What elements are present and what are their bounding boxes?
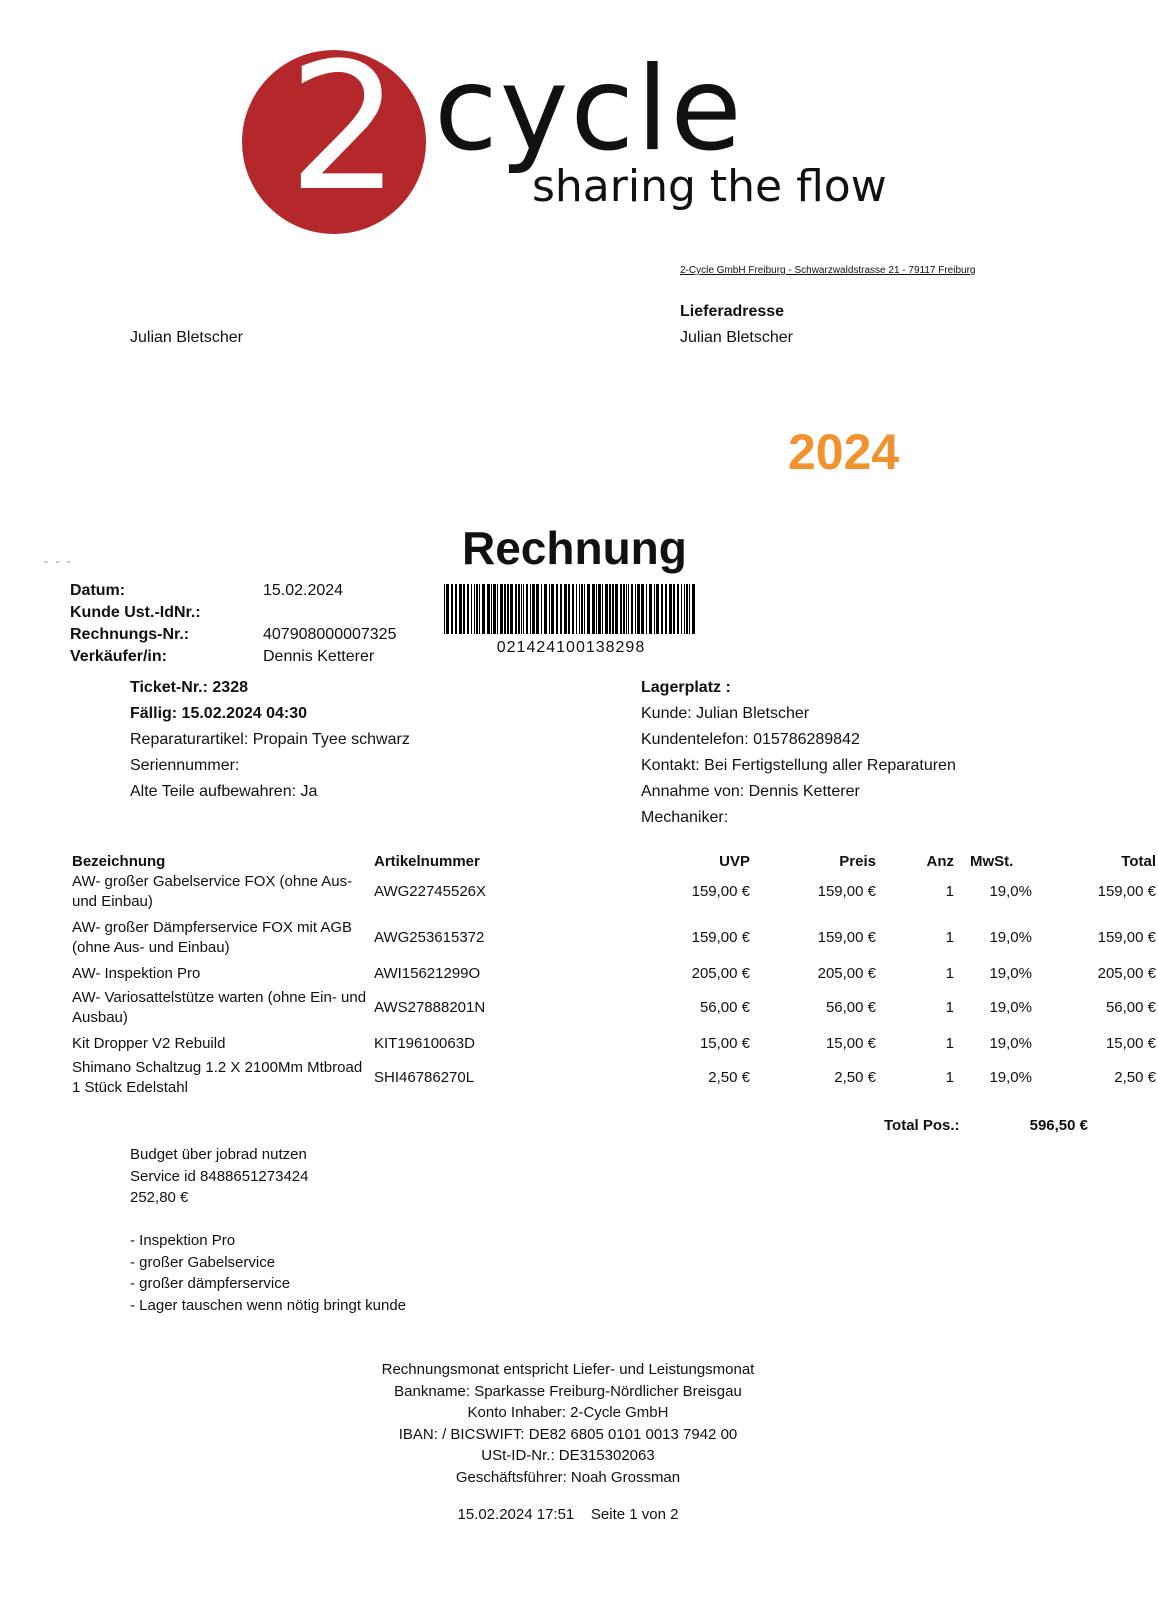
document-title: Rechnung <box>462 522 687 574</box>
item-description: AW- Variosattelstütze warten (ohne Ein- und Ausbau) <box>72 989 367 1026</box>
item-qty: 1 <box>945 999 954 1016</box>
col-header-uvp: UVP <box>719 853 750 870</box>
barcode-bar <box>515 584 517 634</box>
barcode-bar <box>605 584 608 634</box>
page-footer-timestamp: 15.02.2024 17:51 Seite 1 von 2 <box>457 1506 679 1523</box>
item-price: 205,00 € <box>817 965 876 982</box>
item-article: AWS27888201N <box>374 999 486 1016</box>
item-vat: 19,0% <box>989 1069 1032 1086</box>
item-article: AWI15621299O <box>374 965 481 982</box>
barcode-bar <box>459 584 462 634</box>
barcode-bar <box>568 584 570 634</box>
barcode-bar <box>669 584 672 634</box>
barcode-bar <box>491 584 492 634</box>
barcode-number: 021424100138298 <box>496 639 646 656</box>
item-qty: 1 <box>945 965 954 982</box>
item-vat: 19,0% <box>989 1035 1032 1052</box>
barcode-bar <box>581 584 583 634</box>
fold-mark: - - - <box>44 554 73 568</box>
storage-title: Lagerplatz : <box>641 679 731 696</box>
barcode-bar <box>536 584 539 634</box>
note-line: - großer dämpferservice <box>130 1275 291 1292</box>
contact-preference: Kontakt: Bei Fertigstellung aller Reparaturen <box>641 757 956 774</box>
item-price: 159,00 € <box>817 929 876 946</box>
barcode-bar <box>572 584 574 634</box>
footer <box>268 1359 868 1526</box>
year-stamp: 2024 <box>788 424 900 480</box>
barcode-bar <box>476 584 478 634</box>
barcode-bar <box>661 584 663 634</box>
barcode-bar <box>649 584 652 634</box>
item-uvp: 159,00 € <box>691 929 750 946</box>
footer-line <box>268 1488 868 1504</box>
footer-line: IBAN: / BICSWIFT: DE82 6805 0101 0013 7942 00 <box>398 1425 738 1443</box>
table-row <box>72 962 1158 986</box>
item-qty: 1 <box>945 883 954 900</box>
barcode-bar <box>615 584 618 634</box>
item-uvp: 15,00 € <box>699 1035 750 1052</box>
total-label: Total Pos.: <box>884 1117 960 1134</box>
barcode-bar <box>521 584 522 634</box>
footer-line: Geschäftsführer: Noah Grossman <box>455 1468 681 1486</box>
barcode-bar <box>689 584 690 634</box>
barcode-bar <box>471 584 472 634</box>
logo-tagline: sharing the flow <box>532 161 887 212</box>
barcode-bar <box>560 584 562 634</box>
item-vat: 19,0% <box>989 883 1032 900</box>
recipient-name: Julian Bletscher <box>130 329 243 346</box>
total-value: 596,50 € <box>1029 1117 1088 1134</box>
repair-item: Reparaturartikel: Propain Tyee schwarz <box>130 731 410 748</box>
meta-label: Kunde Ust.-IdNr.: <box>70 604 201 621</box>
item-total: 159,00 € <box>1097 883 1156 900</box>
barcode-bar <box>518 584 520 634</box>
barcode-bar <box>596 584 597 634</box>
meta-row-vat-id <box>70 602 430 624</box>
item-vat: 19,0% <box>989 999 1032 1016</box>
barcode-bar <box>684 584 685 634</box>
barcode-bar <box>507 584 509 634</box>
barcode-bar <box>598 584 601 634</box>
barcode-bar <box>474 584 475 634</box>
notes-block <box>130 1144 406 1316</box>
keep-old-parts: Alte Teile aufbewahren: Ja <box>130 783 318 800</box>
barcode-bar <box>523 584 524 634</box>
footer-line: USt-ID-Nr.: DE315302063 <box>481 1447 655 1464</box>
item-price: 159,00 € <box>817 883 876 900</box>
barcode-bar <box>500 584 503 634</box>
meta-row-date <box>70 580 430 602</box>
barcode-bar <box>626 584 627 634</box>
ticket-number: Ticket-Nr.: 2328 <box>130 679 248 696</box>
barcode-bar <box>654 584 655 634</box>
due-date: Fällig: 15.02.2024 04:30 <box>130 705 307 722</box>
item-qty: 1 <box>945 1069 954 1086</box>
item-description: Shimano Schaltzug 1.2 X 2100Mm Mtbroad 1 Stück Edelstahl <box>72 1059 363 1096</box>
item-qty: 1 <box>945 1035 954 1052</box>
barcode-bar <box>677 584 679 634</box>
item-article: KIT19610063D <box>374 1035 475 1052</box>
item-vat: 19,0% <box>989 929 1032 946</box>
barcode-bar <box>463 584 465 634</box>
barcode-bar <box>576 584 577 634</box>
item-price: 15,00 € <box>825 1035 876 1052</box>
barcode <box>444 584 698 634</box>
item-description: AW- großer Dämpferservice FOX mit AGB (ohne Aus- und Einbau) <box>72 919 353 956</box>
delivery-address-name: Julian Bletscher <box>680 329 793 346</box>
item-price: 56,00 € <box>825 999 876 1016</box>
barcode-bar <box>641 584 644 634</box>
barcode-bar <box>612 584 614 634</box>
item-article: SHI46786270L <box>374 1069 475 1086</box>
item-total: 159,00 € <box>1097 929 1156 946</box>
barcode-bar <box>487 584 490 634</box>
storage-customer: Kunde: Julian Bletscher <box>641 705 810 722</box>
item-uvp: 2,50 € <box>708 1069 750 1086</box>
footer-line: Rechnungsmonat entspricht Liefer- und Leistungsmonat <box>381 1361 755 1378</box>
item-article: AWG253615372 <box>374 929 485 946</box>
barcode-bar <box>656 584 659 634</box>
company-logo <box>242 25 932 236</box>
barcode-bar <box>526 584 528 634</box>
barcode-bar <box>686 584 688 634</box>
barcode-bar <box>564 584 567 634</box>
meta-label: Rechnungs-Nr.: <box>70 626 190 643</box>
item-description: AW- Inspektion Pro <box>72 965 201 982</box>
barcode-bar <box>592 584 595 634</box>
barcode-bar <box>556 584 558 634</box>
sender-address-line: 2-Cycle GmbH Freiburg - Schwarzwaldstrasse 21 - 79117 Freiburg <box>680 265 976 276</box>
barcode-bar <box>609 584 611 634</box>
footer-line: Bankname: Sparkasse Freiburg-Nördlicher Breisgau <box>394 1382 742 1400</box>
barcode-bar <box>620 584 622 634</box>
item-description: Kit Dropper V2 Rebuild <box>72 1035 226 1052</box>
note-line: - Lager tauschen wenn nötig bringt kunde <box>130 1296 407 1314</box>
meta-label: Datum: <box>70 582 126 599</box>
item-article: AWG22745526X <box>374 883 487 900</box>
barcode-bar <box>530 584 531 634</box>
item-uvp: 159,00 € <box>691 883 750 900</box>
col-header-description: Bezeichnung <box>72 853 166 870</box>
item-total: 15,00 € <box>1105 1035 1156 1052</box>
barcode-bar <box>602 584 603 634</box>
barcode-bar <box>673 584 675 634</box>
col-header-price: Preis <box>839 853 876 870</box>
barcode-bar <box>451 584 453 634</box>
customer-phone: Kundentelefon: 015786289842 <box>641 731 860 748</box>
accepted-by: Annahme von: Dennis Ketterer <box>641 783 860 800</box>
col-header-article: Artikelnummer <box>374 853 480 870</box>
barcode-bar <box>681 584 682 634</box>
mechanic: Mechaniker: <box>641 809 729 826</box>
barcode-bar <box>532 584 535 634</box>
barcode-bar <box>646 584 647 634</box>
meta-value: 15.02.2024 <box>263 582 344 599</box>
barcode-bar <box>579 584 580 634</box>
item-description: AW- großer Gabelservice FOX (ohne Aus- und Einbau) <box>72 873 353 910</box>
barcode-bar <box>446 584 449 634</box>
item-vat: 19,0% <box>989 965 1032 982</box>
barcode-bar <box>497 584 498 634</box>
item-uvp: 56,00 € <box>699 999 750 1016</box>
item-price: 2,50 € <box>834 1069 876 1086</box>
col-header-total: Total <box>1121 853 1156 870</box>
table-row <box>72 1058 1158 1102</box>
table-row <box>72 870 1158 914</box>
meta-row-invoice-no <box>70 624 430 646</box>
note-line: Service id 8488651273424 <box>130 1167 309 1185</box>
barcode-bar <box>549 584 550 634</box>
logo-numeral: 2 <box>288 25 400 230</box>
barcode-bar <box>455 584 457 634</box>
barcode-bar <box>623 584 625 634</box>
barcode-bar <box>628 584 629 634</box>
note-line: 252,80 € <box>130 1189 189 1206</box>
meta-label: Verkäufer/in: <box>70 648 167 665</box>
delivery-address-title: Lieferadresse <box>680 303 785 320</box>
item-total: 205,00 € <box>1097 965 1156 982</box>
note-line: - Inspektion Pro <box>130 1232 236 1249</box>
barcode-bar <box>631 584 633 634</box>
note-line <box>130 1209 406 1231</box>
col-header-vat: MwSt. <box>970 853 1014 870</box>
item-qty: 1 <box>945 929 954 946</box>
table-row <box>72 988 1158 1032</box>
item-total: 56,00 € <box>1105 999 1156 1016</box>
barcode-bar <box>510 584 513 634</box>
logo-wordmark: cycle <box>434 42 744 177</box>
barcode-bar <box>479 584 480 634</box>
barcode-bar <box>544 584 547 634</box>
note-line: Budget über jobrad nutzen <box>130 1146 307 1163</box>
barcode-bar <box>692 584 695 634</box>
table-row <box>72 916 1158 960</box>
meta-value: 407908000007325 <box>263 626 397 643</box>
barcode-bar <box>482 584 485 634</box>
barcode-bar <box>551 584 554 634</box>
barcode-bar <box>635 584 636 634</box>
barcode-bar <box>541 584 542 634</box>
barcode-bar <box>467 584 469 634</box>
table-row <box>72 1034 1158 1058</box>
item-uvp: 205,00 € <box>691 965 750 982</box>
barcode-bar <box>665 584 667 634</box>
barcode-bar <box>587 584 590 634</box>
footer-line: Konto Inhaber: 2-Cycle GmbH <box>467 1404 669 1421</box>
meta-value: Dennis Ketterer <box>263 648 375 665</box>
barcode-bar <box>504 584 506 634</box>
serial-number: Seriennummer: <box>130 757 240 774</box>
col-header-qty: Anz <box>926 853 954 870</box>
barcode-bar <box>493 584 496 634</box>
barcode-bar <box>444 584 445 634</box>
barcode-bar <box>637 584 640 634</box>
meta-row-seller <box>70 646 430 668</box>
note-line: - großer Gabelservice <box>130 1253 276 1271</box>
barcode-bar <box>584 584 585 634</box>
item-total: 2,50 € <box>1114 1069 1156 1086</box>
